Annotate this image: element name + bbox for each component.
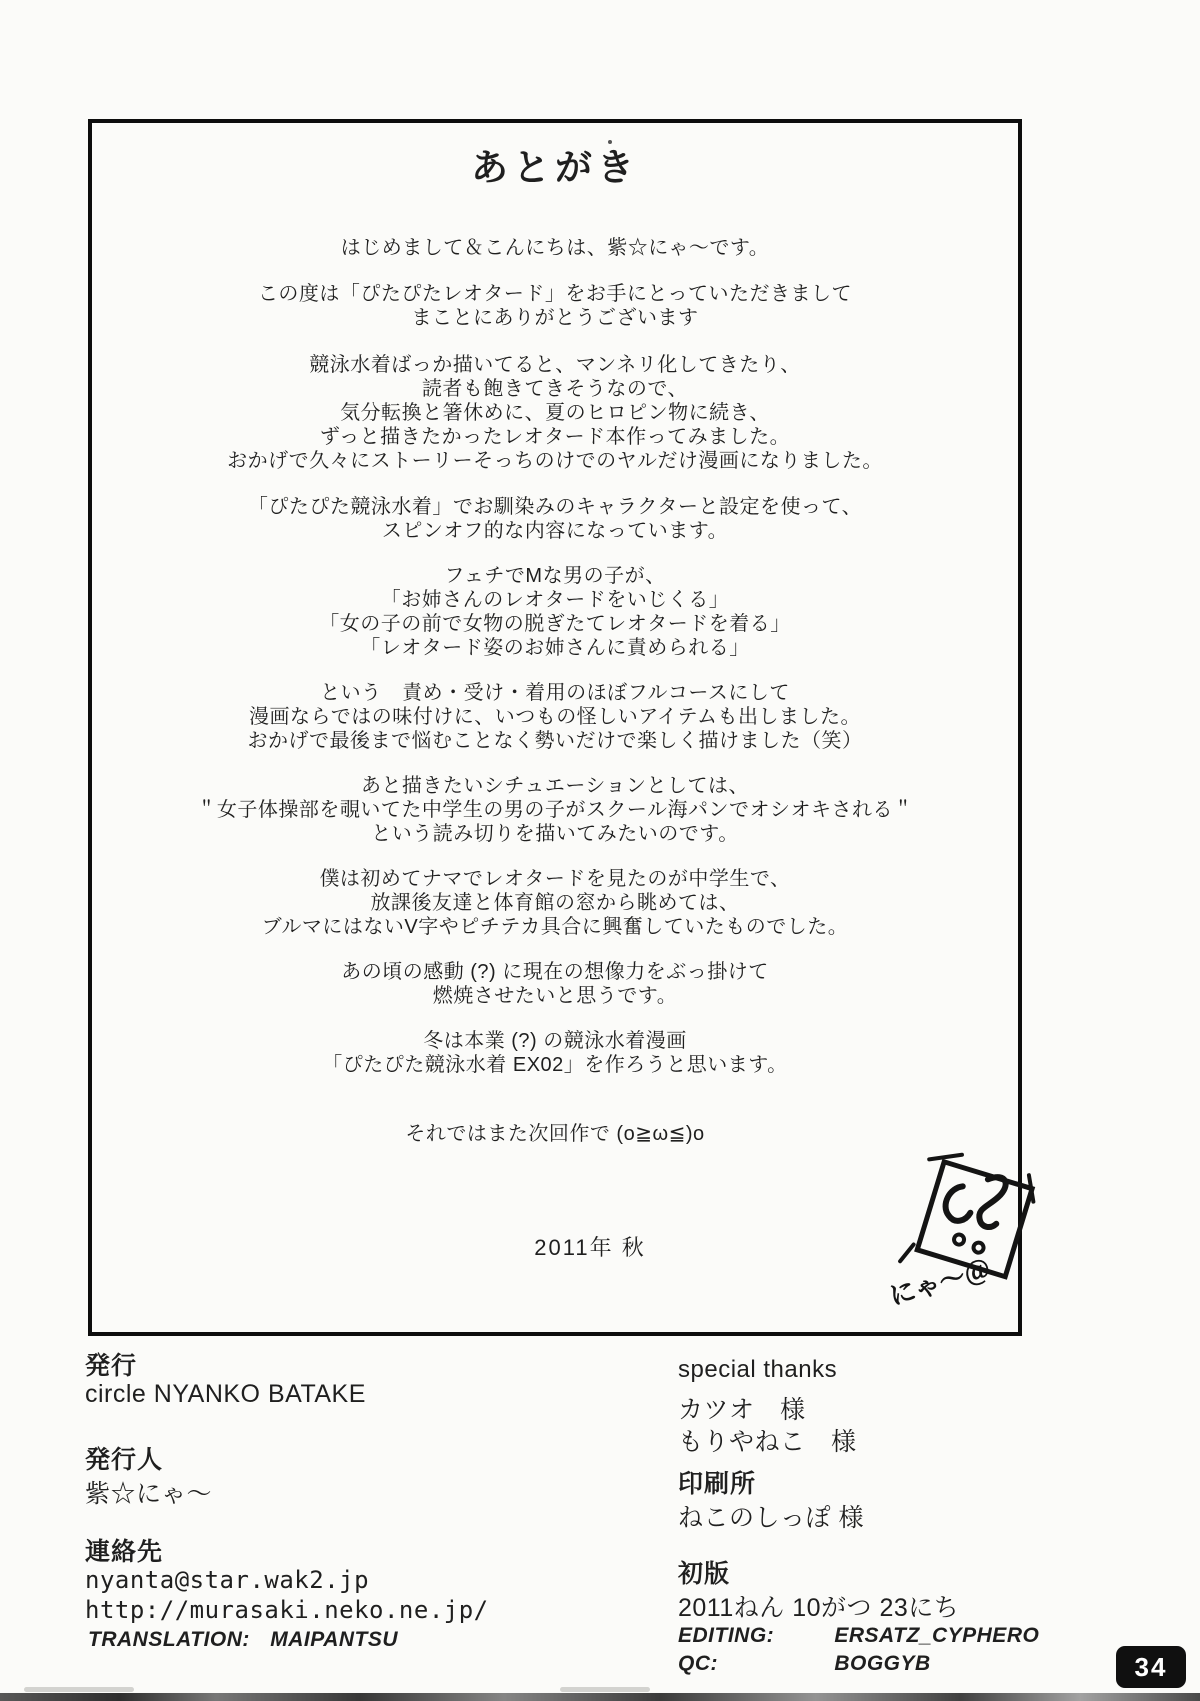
scan-smudge xyxy=(560,1687,650,1692)
afterword-line: まことにありがとうございます xyxy=(411,307,699,329)
printer-label: 印刷所 xyxy=(678,1470,757,1498)
afterword-line: 放課後友達と体育館の窓から眺めては、 xyxy=(370,892,740,914)
contact-url: http://murasaki.neko.ne.jp/ xyxy=(85,1596,489,1624)
afterword-line: ＂女子体操部を覗いてた中学生の男の子がスクール海パンでオシオキされる＂ xyxy=(196,799,914,821)
translation-credit xyxy=(88,1628,398,1652)
scan-smudge xyxy=(24,1687,134,1692)
publisher-person-label: 発行人 xyxy=(85,1446,164,1474)
editing-credit xyxy=(678,1624,1039,1648)
scan-speck xyxy=(608,140,612,144)
publisher-label: 発行 xyxy=(85,1352,138,1380)
afterword-paragraph xyxy=(92,236,1018,260)
afterword-line: 「女の子の前で女物の脱ぎたてレオタードを着る」 xyxy=(319,613,791,635)
special-thanks-item: もりやねこ 様 xyxy=(678,1428,857,1456)
page-number-badge: 34 xyxy=(1116,1646,1186,1688)
afterword-line: 冬は本業 (?) の競泳水着漫画 xyxy=(423,1030,687,1052)
qc-value: BOGGYB xyxy=(834,1652,931,1675)
contact-email: nyanta@star.wak2.jp xyxy=(85,1566,370,1594)
editing-value: ERSATZ_CYPHERO xyxy=(834,1624,1040,1647)
publisher-value: circle NYANKO BATAKE xyxy=(85,1380,366,1408)
afterword-line: ブルマにはないV字やピチテカ具合に興奮していたものでした。 xyxy=(261,916,849,938)
afterword-line: おかげで久々にストーリーそっちのけでのヤルだけ漫画になりました。 xyxy=(227,450,883,472)
afterword-line: 「ぴたぴた競泳水着」でお馴染みのキャラクターと設定を使って、 xyxy=(247,496,863,518)
afterword-paragraph xyxy=(92,774,1018,846)
afterword-line: 「ぴたぴた競泳水着 EX02」を作ろうと思います。 xyxy=(322,1054,788,1076)
afterword-paragraph xyxy=(92,495,1018,543)
qc-credit xyxy=(678,1652,931,1676)
afterword-line: という読み切りを描いてみたいのです。 xyxy=(371,823,739,845)
afterword-line: フェチでMな男の子が、 xyxy=(444,565,666,587)
stamp-caption: にゃ～＠ xyxy=(885,1253,994,1312)
afterword-line: 気分転換と箸休めに、夏のヒロピン物に続き、 xyxy=(340,402,770,424)
afterword-line: 「レオタード姿のお姉さんに責められる」 xyxy=(360,637,750,659)
afterword-line: おかげで最後まで悩むことなく勢いだけで楽しく描けました（笑） xyxy=(247,730,863,752)
afterword-paragraph xyxy=(92,1029,1018,1077)
afterword-paragraph xyxy=(92,282,1018,330)
qc-label: QC: xyxy=(678,1652,718,1675)
afterword-line: 燃焼させたいと思うです。 xyxy=(432,985,678,1007)
afterword-line: ずっと描きたかったレオタード本作ってみました。 xyxy=(319,426,791,448)
translation-value: MAIPANTSU xyxy=(270,1628,399,1651)
translation-label: TRANSLATION: xyxy=(88,1628,250,1651)
afterword-paragraph xyxy=(92,867,1018,939)
editing-label: EDITING: xyxy=(678,1624,775,1647)
afterword-paragraph xyxy=(92,353,1018,473)
afterword-paragraph xyxy=(92,681,1018,753)
stamp-scribble xyxy=(935,1164,1010,1255)
afterword-line: この度は「ぴたぴたレオタード」をお手にとっていただきまして xyxy=(257,283,853,305)
afterword-line: という 責め・受け・着用のほぼフルコースにして xyxy=(320,682,790,704)
publisher-person-value: 紫☆にゃ～ xyxy=(85,1480,213,1508)
first-edition-label: 初版 xyxy=(678,1560,731,1588)
afterword-line: はじめまして＆こんにちは、紫☆にゃ～です。 xyxy=(340,237,770,259)
afterword-paragraph xyxy=(92,564,1018,660)
afterword-line: 漫画ならではの味付けに、いつもの怪しいアイテムも出しました。 xyxy=(249,706,861,728)
afterword-title: あとがき xyxy=(471,147,639,188)
afterword-date: 2011年 秋 xyxy=(534,1235,646,1260)
first-edition-date: 2011ねん 10がつ 23にち xyxy=(678,1594,960,1622)
afterword-line: 競泳水着ばっか描いてると、マンネリ化してきたり、 xyxy=(309,354,801,376)
contact-label: 連絡先 xyxy=(85,1538,164,1566)
afterword-line: それではまた次回作で (o≧ω≦)o xyxy=(405,1123,705,1145)
afterword-line: スピンオフ的な内容になっています。 xyxy=(381,520,729,542)
artist-signature-stamp xyxy=(874,1123,1044,1323)
special-thanks-label: special thanks xyxy=(678,1356,838,1383)
printer-value: ねこのしっぽ 様 xyxy=(678,1504,864,1532)
special-thanks-item: カツオ 様 xyxy=(678,1396,806,1424)
afterword-paragraph xyxy=(92,960,1018,1008)
afterword-line: 読者も飽きてきそうなので、 xyxy=(421,378,689,400)
afterword-line: あと描きたいシチュエーションとしては、 xyxy=(360,775,750,797)
afterword-line: 「お姉さんのレオタードをいじくる」 xyxy=(380,589,730,611)
afterword-line: 僕は初めてナマでレオタードを見たのが中学生で、 xyxy=(319,868,791,890)
afterword-line: あの頃の感動 (?) に現在の想像力をぶっ掛けて xyxy=(341,961,769,983)
scan-artifact-strip xyxy=(0,1693,1200,1701)
afterword-border-box xyxy=(88,119,1022,1336)
